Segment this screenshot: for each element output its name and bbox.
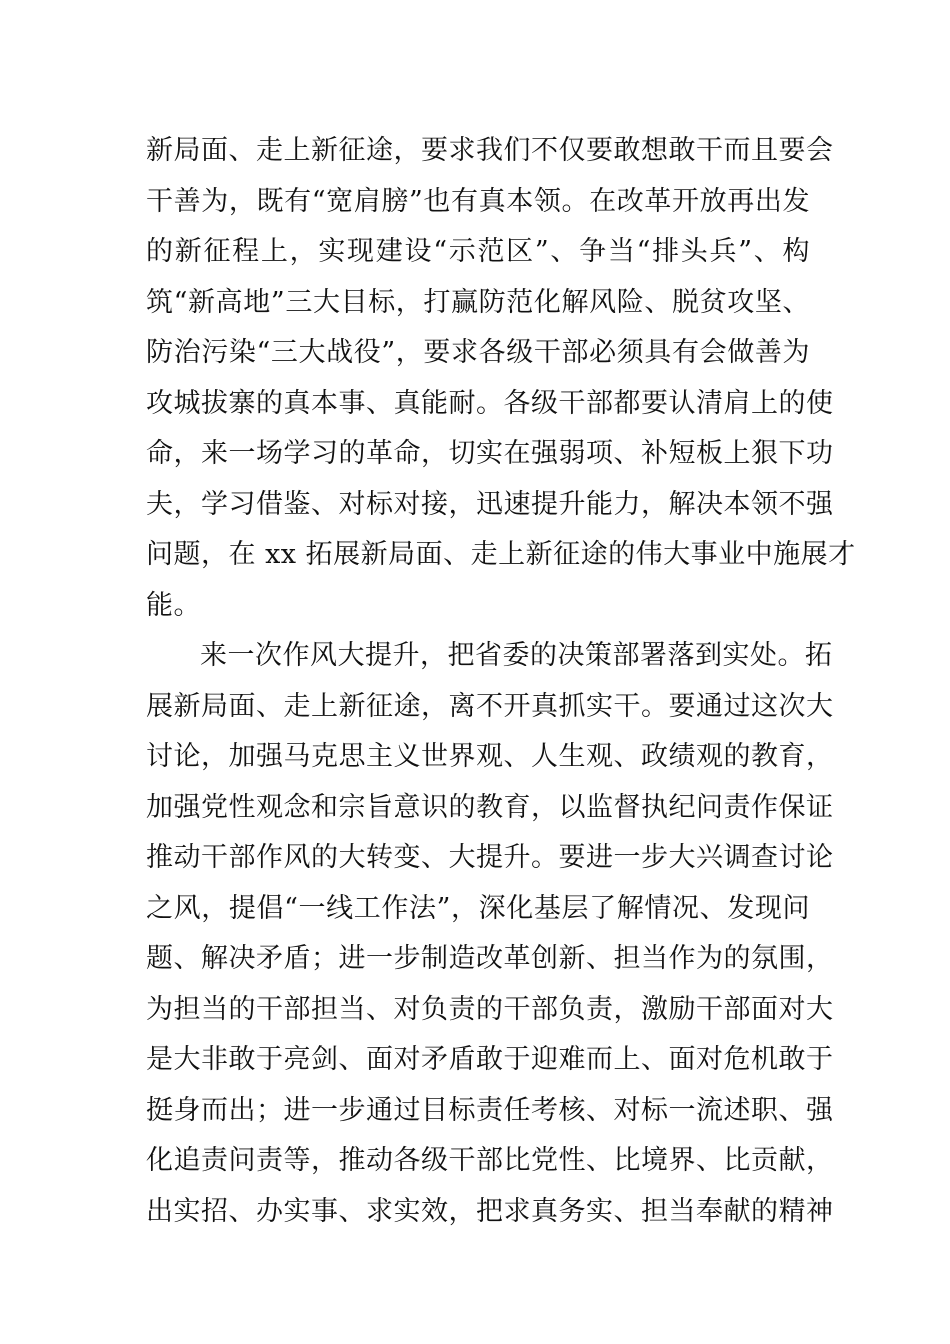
text-line: 是大非敢于亮剑、面对矛盾敢于迎难而上、面对危机敢于 bbox=[146, 1044, 834, 1075]
text-line: 为担当的干部担当、对负责的干部负责，激励干部面对大 bbox=[146, 993, 834, 1025]
text-line: 化追责问责等，推动各级干部比党性、比境界、比贡献， bbox=[146, 1145, 834, 1176]
text-line: 来一次作风大提升，把省委的决策部署落到实处。拓 bbox=[200, 640, 833, 671]
paragraph-1 bbox=[146, 126, 856, 631]
text-line: 推动干部作风的大转变、大提升。要进一步大兴调查讨论 bbox=[146, 842, 834, 873]
text-line: 的新征程上，实现建设“示范区”、争当“排头兵”、构 bbox=[146, 236, 810, 267]
document-body bbox=[146, 126, 856, 1237]
text-line: 干善为，既有“宽肩膀”也有真本领。在改革开放再出发 bbox=[146, 185, 810, 217]
text-line: 挺身而出；进一步通过目标责任考核、对标一流述职、强 bbox=[146, 1094, 834, 1126]
text-line: 展新局面、走上新征途，离不开真抓实干。要通过这次大 bbox=[146, 690, 834, 722]
text-line: 能。 bbox=[146, 589, 201, 621]
text-line: 夫，学习借鉴、对标对接，迅速提升能力，解决本领不强 bbox=[146, 488, 834, 520]
text-line: 之风，提倡“一线工作法”，深化基层了解情况、发现问 bbox=[146, 892, 810, 924]
paragraph-2 bbox=[146, 631, 834, 1237]
text-line: 防治污染“三大战役”，要求各级干部必须具有会做善为 bbox=[146, 337, 810, 368]
text-line: 筑“新高地”三大目标，打赢防范化解风险、脱贫攻坚、 bbox=[146, 286, 810, 318]
text-line: 讨论，加强马克思主义世界观、人生观、政绩观的教育， bbox=[146, 741, 834, 772]
text-line: 题、解决矛盾；进一步制造改革创新、担当作为的氛围， bbox=[146, 943, 834, 974]
text-line: 攻城拔寨的真本事、真能耐。各级干部都要认清肩上的使 bbox=[146, 387, 834, 419]
text-line: 命，来一场学习的革命，切实在强弱项、补短板上狠下功 bbox=[146, 438, 834, 469]
text-line: 新局面、走上新征途，要求我们不仅要敢想敢干而且要会 bbox=[146, 135, 834, 166]
text-line: 问题，在 xx 拓展新局面、走上新征途的伟大事业中施展才 bbox=[146, 539, 856, 570]
text-line: 出实招、办实事、求实效，把求真务实、担当奉献的精神 bbox=[146, 1195, 834, 1227]
text-line: 加强党性观念和宗旨意识的教育，以监督执纪问责作保证 bbox=[146, 791, 834, 823]
